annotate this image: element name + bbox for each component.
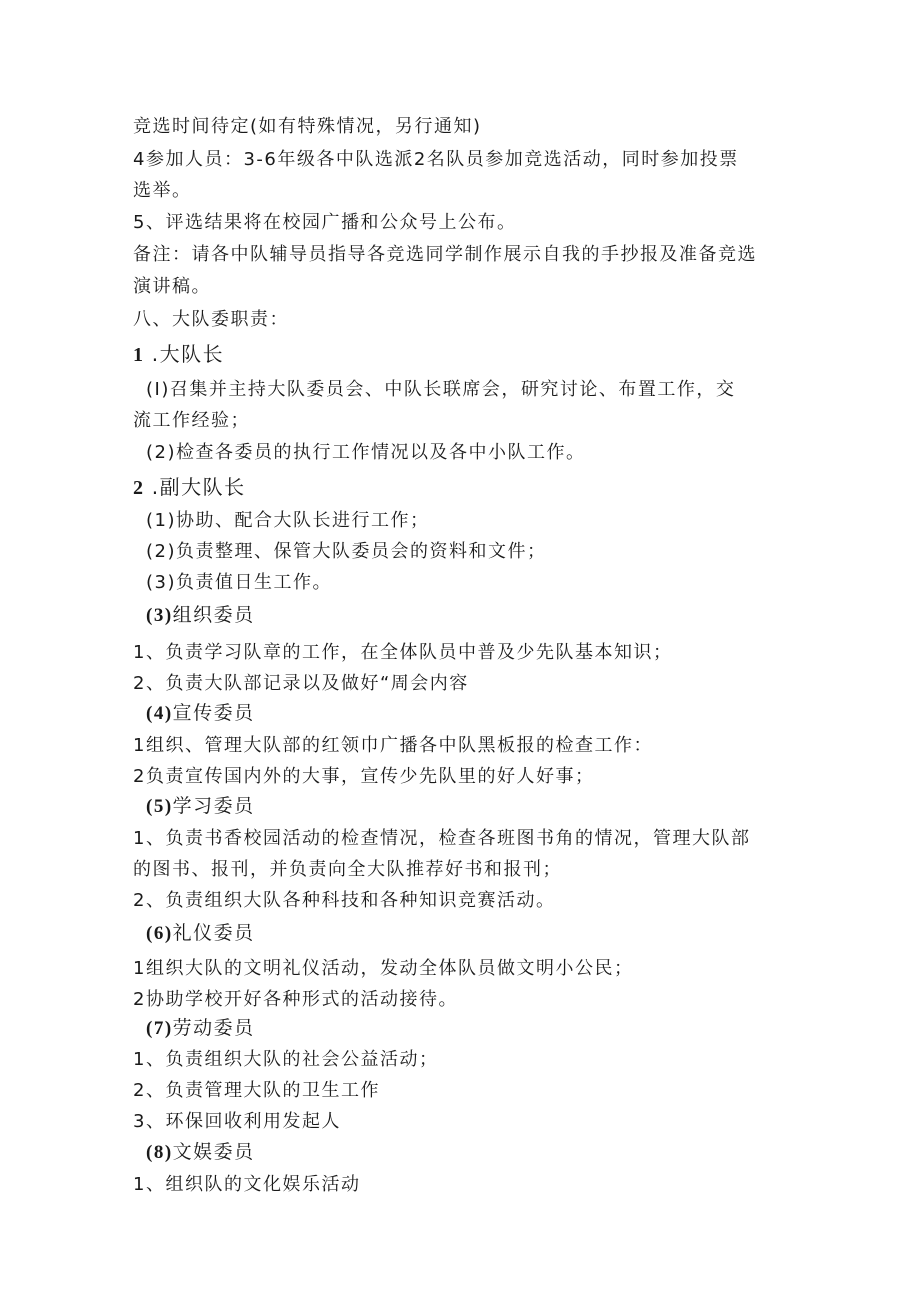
heading-number: (5) [146, 796, 173, 817]
heading-text: .大队长 [151, 342, 225, 366]
list-item: 2、负责管理大队的卫生工作 [133, 1080, 380, 1101]
heading-number: (6) [146, 923, 173, 944]
list-item: 2、负责组织大队各种科技和各种知识竞赛活动。 [133, 890, 556, 911]
text-line: 4参加人员：3-6年级各中队选派2名队员参加竞选活动，同时参加投票 [133, 149, 739, 170]
list-item: 的图书、报刊，并负责向全大队推荐好书和报刊； [133, 859, 562, 880]
list-item: 2、负责大队部记录以及做好“周会内容 [133, 673, 469, 694]
heading-number: 2 [133, 477, 145, 499]
list-item: (3)负责值日生工作。 [146, 572, 332, 593]
heading-number: (4) [146, 703, 173, 724]
role-heading-labor [146, 1017, 255, 1040]
heading-text: 学习委员 [172, 795, 255, 817]
list-item: 流工作经验； [133, 410, 250, 431]
list-item: 3、环保回收利用发起人 [133, 1111, 341, 1132]
heading-text: 劳动委员 [172, 1017, 255, 1039]
section-heading: 八、大队委职责： [133, 309, 289, 330]
heading-text: 宣传委员 [172, 702, 255, 724]
heading-text: .副大队长 [151, 475, 246, 499]
text-line: 5、评选结果将在校园广播和公众号上公布。 [133, 212, 517, 233]
text-line: 选举。 [133, 180, 192, 201]
role-heading-organization [146, 604, 255, 627]
heading-number: (3) [146, 605, 173, 626]
heading-text: 组织委员 [172, 604, 255, 626]
text-line: 竞选时间待定(如有特殊情况，另行通知) [133, 116, 482, 137]
text-line: 演讲稿。 [133, 276, 211, 297]
heading-number: (8) [146, 1142, 173, 1163]
list-item: 2协助学校开好各种形式的活动接待。 [133, 989, 458, 1010]
heading-number: (7) [146, 1018, 173, 1039]
role-heading-study [146, 795, 255, 818]
list-item: 1组织、管理大队部的红领巾广播各中队黑板报的检查工作： [133, 735, 653, 756]
list-item: 1组织大队的文明礼仪活动，发动全体队员做文明小公民； [133, 958, 634, 979]
heading-text: 文娱委员 [172, 1141, 255, 1163]
list-item: 2负责宣传国内外的大事，宣传少先队里的好人好事； [133, 766, 595, 787]
role-heading-publicity [146, 702, 255, 725]
list-item: (2)负责整理、保管大队委员会的资料和文件； [146, 541, 547, 562]
role-heading-captain [133, 343, 224, 367]
list-item: 1、负责学习队章的工作，在全体队员中普及少先队基本知识； [133, 642, 673, 663]
role-heading-etiquette [146, 922, 255, 945]
text-line: 备注：请各中队辅导员指导各竞选同学制作展示自我的手抄报及准备竞选 [133, 244, 757, 265]
heading-text: 礼仪委员 [172, 922, 255, 944]
list-item: 1、负责组织大队的社会公益活动； [133, 1049, 439, 1070]
heading-number: 1 [133, 344, 145, 366]
role-heading-entertainment [146, 1141, 255, 1164]
list-item: (I)召集并主持大队委员会、中队长联席会，研究讨论、布置工作，交 [146, 379, 736, 400]
role-heading-vice-captain [133, 476, 246, 500]
list-item: (1)协助、配合大队长进行工作； [146, 510, 430, 531]
list-item: 1、组织队的文化娱乐活动 [133, 1174, 361, 1195]
list-item: (2)检查各委员的执行工作情况以及各中小队工作。 [146, 442, 586, 463]
list-item: 1、负责书香校园活动的检查情况，检查各班图书角的情况，管理大队部 [133, 828, 751, 849]
